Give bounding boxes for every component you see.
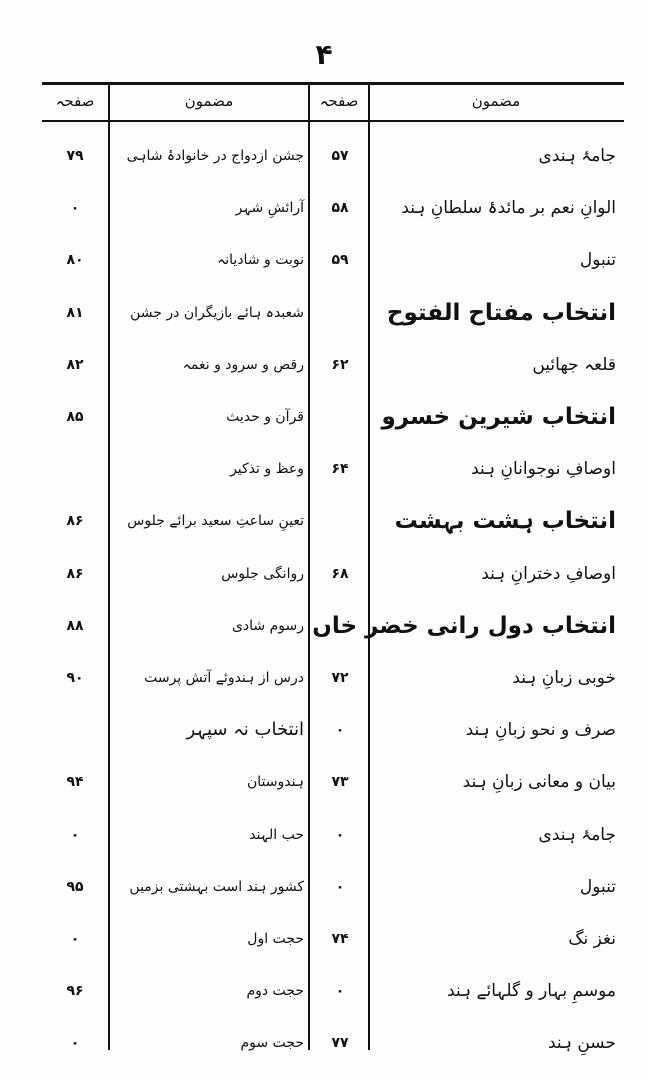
- right-page-cell: ۵۷: [331, 148, 349, 164]
- right-subject-cell: انتخاب شیرین خسرو: [381, 404, 616, 430]
- left-subject-cell: کشور ہند است بہشتی بزمیں: [129, 878, 304, 895]
- right-subject-cell: نغز نگ: [568, 929, 616, 949]
- toc-row: [42, 861, 624, 913]
- left-page-cell: ۹۶: [66, 983, 84, 1000]
- right-page-cell: ۰: [335, 722, 345, 739]
- header-left-page: صفحہ: [55, 92, 95, 110]
- toc-row: [42, 704, 624, 756]
- left-page-cell: ۰: [70, 200, 80, 217]
- right-subject-cell: صرف و نحو زبانِ ہند: [465, 720, 616, 741]
- left-subject-cell: رسوم شادی: [231, 617, 304, 634]
- left-page-cell: ۷۹: [66, 148, 84, 164]
- right-subject-cell: تنبول: [579, 250, 616, 271]
- left-subject-cell: جشن ازدواج در خانوادۂ شاہی: [126, 148, 304, 164]
- right-page-cell: [312, 600, 368, 652]
- toc-row: [42, 756, 624, 808]
- toc-row: [42, 391, 624, 443]
- left-page-cell: ۰: [70, 931, 80, 947]
- right-subject-cell: انتخاب دول رانی خضر خاں: [312, 612, 616, 639]
- header-right-page: صفحہ: [319, 92, 359, 110]
- right-subject-cell: قلعہ جھائیں: [532, 354, 616, 375]
- left-subject-cell: حجت دوم: [246, 983, 304, 1000]
- header-right-subject: مضمون: [471, 92, 521, 110]
- toc-row: [42, 443, 624, 495]
- right-subject-cell: جامۂ ہندی: [538, 146, 616, 166]
- toc-row: [42, 913, 624, 965]
- left-subject-cell: درس از ہندوئے آتش پرست: [144, 670, 304, 686]
- right-subject-cell: بیان و معانی زبانِ ہند: [462, 772, 616, 793]
- left-subject-cell: حجت اول: [247, 931, 304, 947]
- right-subject-cell: حسنِ ہند: [547, 1033, 616, 1054]
- left-subject-cell: آرائشِ شہر: [235, 200, 304, 217]
- toc-row: [42, 182, 624, 234]
- left-page-cell: ۹۰: [66, 670, 84, 686]
- right-page-cell: ۵۸: [331, 200, 349, 217]
- toc-row: [42, 600, 624, 652]
- toc-row: [42, 287, 624, 339]
- left-subject-cell: وعظ و تذکیر: [230, 461, 304, 478]
- left-page-cell: ۸۰: [66, 252, 84, 269]
- right-page-cell: ۷۴: [331, 931, 349, 947]
- toc-row: [42, 495, 624, 547]
- toc-row: [42, 965, 624, 1017]
- right-subject-cell: الوانِ نعم بر مائدۂ سلطانِ ہند: [401, 198, 616, 219]
- left-page-cell: ۸۵: [66, 409, 84, 425]
- left-page-cell: ۰: [70, 1035, 80, 1052]
- left-subject-cell: نوبت و شادیانہ: [217, 252, 304, 269]
- right-page-cell: ۵۹: [331, 252, 349, 269]
- right-subject-cell: موسمِ بہار و گلہائے ہند: [447, 981, 616, 1002]
- right-page-cell: ۶۲: [331, 356, 349, 373]
- toc-row: [42, 130, 624, 182]
- right-page-cell: ۰: [335, 826, 345, 843]
- left-subject-cell: قرآن و حدیث: [226, 409, 304, 425]
- left-page-cell: ۸۱: [66, 304, 84, 321]
- left-subject-cell: ہندوستان: [246, 774, 304, 791]
- right-page-cell: [312, 495, 368, 547]
- left-page-cell: ۸۶: [66, 513, 84, 530]
- right-page-cell: ۷۷: [331, 1035, 349, 1052]
- toc-row: [42, 1017, 624, 1069]
- left-page-cell: [42, 704, 108, 756]
- header-rule: [42, 120, 624, 122]
- header-left-subject: مضمون: [184, 92, 234, 110]
- toc-row: [42, 809, 624, 861]
- left-subject-cell: رقص و سرود و نغمہ: [182, 356, 304, 373]
- right-page-cell: ۶۴: [331, 461, 349, 478]
- right-page-cell: ۷۲: [331, 670, 349, 686]
- right-page-cell: [312, 391, 368, 443]
- left-subject-cell: روانگی جلوس: [221, 565, 304, 582]
- left-page-cell: ۹۵: [66, 878, 84, 895]
- toc-row: [42, 548, 624, 600]
- right-subject-cell: انتخاب ہشت بہشت: [394, 508, 616, 535]
- right-page-cell: ۷۳: [331, 774, 349, 791]
- right-subject-cell: اوصافِ دخترانِ ہند: [481, 563, 616, 584]
- right-page-cell: ۰: [335, 983, 345, 1000]
- right-page-cell: ۰: [335, 878, 345, 895]
- right-page-cell: [312, 287, 368, 339]
- page-number: ۴: [315, 38, 333, 71]
- left-subject-cell: تعینِ ساعتِ سعید برائے جلوس: [127, 513, 304, 530]
- right-page-cell: ۶۸: [331, 565, 349, 582]
- right-subject-cell: خوبی زبانِ ہند: [512, 668, 616, 688]
- toc-row: [42, 652, 624, 704]
- right-subject-cell: انتخاب مفتاح الفتوح: [386, 299, 616, 326]
- left-page-cell: [42, 443, 108, 495]
- left-page-cell: ۸۲: [66, 356, 84, 373]
- right-subject-cell: اوصافِ نوجوانانِ ہند: [471, 459, 616, 480]
- right-subject-cell: جامۂ ہندی: [538, 824, 616, 845]
- left-page-cell: ۸۶: [66, 565, 84, 582]
- toc-row: [42, 339, 624, 391]
- right-subject-cell: تنبول: [579, 876, 616, 897]
- left-page-cell: ۹۴: [66, 774, 84, 791]
- left-subject-cell: حجت سوم: [240, 1035, 304, 1052]
- left-page-cell: ۸۸: [66, 617, 84, 634]
- table-of-contents: [42, 82, 624, 1054]
- left-subject-cell: انتخاب نہ سپہر: [186, 719, 304, 741]
- left-subject-cell: شعبدہ ہائے بازیگران در جشن: [130, 304, 304, 321]
- left-subject-cell: حب الہند: [249, 826, 304, 843]
- left-page-cell: ۰: [70, 826, 80, 843]
- toc-row: [42, 234, 624, 286]
